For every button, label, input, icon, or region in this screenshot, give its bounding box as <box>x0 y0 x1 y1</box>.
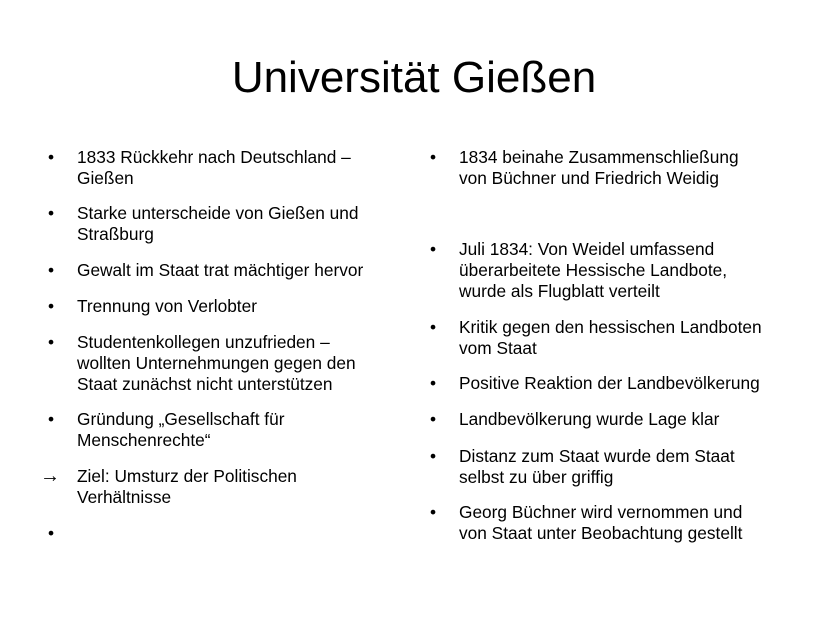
bullet-icon: • <box>430 446 437 466</box>
bullet-item <box>40 465 297 508</box>
bullet-icon: • <box>430 373 437 393</box>
bullet-text-line: 1833 Rückkehr nach Deutschland – <box>77 147 351 167</box>
bullet-item <box>48 260 363 281</box>
bullet-text <box>459 317 762 359</box>
bullet-item <box>430 317 762 359</box>
bullet-item <box>48 296 257 317</box>
arrow-icon: → <box>40 465 60 487</box>
bullet-text-line: selbst zu über griffig <box>459 467 614 487</box>
bullet-text-line: 1834 beinahe Zusammenschließung <box>459 147 739 167</box>
bullet-item <box>48 332 356 395</box>
bullet-text-line: wollten Unternehmungen gegen den <box>77 353 356 373</box>
bullet-text-line: Landbevölkerung wurde Lage klar <box>459 409 720 429</box>
bullet-text-line: Juli 1834: Von Weidel umfassend <box>459 239 715 259</box>
bullet-text-line: Straßburg <box>77 224 154 244</box>
bullet-text <box>459 239 727 302</box>
bullet-text-line: Verhältnisse <box>77 487 172 507</box>
bullet-text <box>459 502 742 544</box>
bullet-text-line: von Büchner und Friedrich Weidig <box>459 168 719 188</box>
bullet-icon: • <box>48 523 55 543</box>
bullet-text <box>77 147 351 189</box>
bullet-text-line: Distanz zum Staat wurde dem Staat <box>459 446 735 466</box>
bullet-text <box>77 466 297 508</box>
bullet-text-line: Gewalt im Staat trat mächtiger hervor <box>77 260 364 280</box>
bullet-icon: • <box>48 296 55 316</box>
bullet-text-line: von Staat unter Beobachtung gestellt <box>459 523 743 543</box>
bullet-text <box>459 409 719 430</box>
bullet-text <box>77 203 358 245</box>
bullet-item <box>430 239 727 302</box>
bullet-text <box>459 373 760 394</box>
bullet-text <box>77 260 363 281</box>
bullet-text-line: Gießen <box>77 168 134 188</box>
bullet-icon: • <box>48 409 55 429</box>
bullet-icon: • <box>48 332 55 352</box>
slide-title: Universität Gießen <box>231 53 597 102</box>
bullet-text-line: Ziel: Umsturz der Politischen <box>77 466 297 486</box>
bullet-icon: • <box>48 203 55 223</box>
bullet-item <box>430 373 760 394</box>
bullet-icon: • <box>430 147 437 167</box>
bullet-text <box>459 147 739 189</box>
bullet-item <box>430 409 719 430</box>
bullet-icon: • <box>430 409 437 429</box>
bullet-icon: • <box>430 502 437 522</box>
bullet-text <box>77 332 356 395</box>
bullet-text-line: Menschenrechte“ <box>77 430 211 450</box>
bullet-item <box>430 446 735 488</box>
bullet-text <box>77 409 284 451</box>
bullet-text-line: Starke unterscheide von Gießen und <box>77 203 359 223</box>
bullet-text-line: Trennung von Verlobter <box>77 296 257 316</box>
bullet-icon: • <box>430 317 437 337</box>
bullet-item <box>430 147 739 189</box>
bullet-icon: • <box>430 239 437 259</box>
bullet-text-line: wurde als Flugblatt verteilt <box>459 281 660 301</box>
bullet-text-line: vom Staat <box>459 338 537 358</box>
bullet-text <box>459 446 735 488</box>
bullet-text-line: Studentenkollegen unzufrieden – <box>77 332 330 352</box>
bullet-item <box>48 409 284 451</box>
bullet-icon: • <box>48 147 55 167</box>
bullet-text-line: Positive Reaktion der Landbevölkerung <box>459 373 760 393</box>
bullet-item <box>48 147 351 189</box>
bullet-text-line: Georg Büchner wird vernommen und <box>459 502 743 522</box>
bullet-text-line: überarbeitete Hessische Landbote, <box>459 260 728 280</box>
bullet-text-line: Gründung „Gesellschaft für <box>77 409 285 429</box>
bullet-text <box>77 296 257 317</box>
bullet-text-line: Kritik gegen den hessischen Landboten <box>459 317 762 337</box>
bullet-icon: • <box>48 260 55 280</box>
bullet-item <box>430 502 742 544</box>
bullet-item <box>48 203 358 245</box>
bullet-text-line: Staat zunächst nicht unterstützen <box>77 374 333 394</box>
